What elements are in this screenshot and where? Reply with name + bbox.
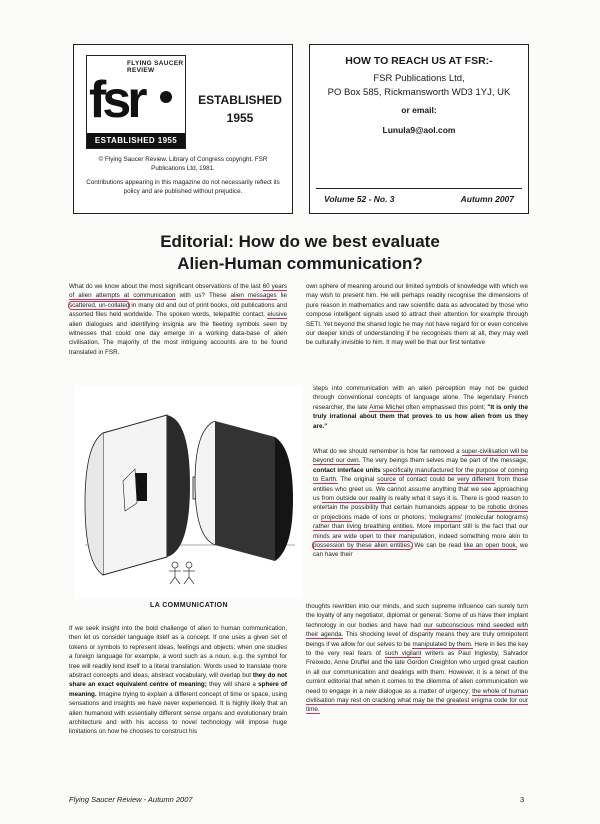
figure-caption: LA COMMUNICATION (150, 602, 228, 609)
established-label: ESTABLISHED (198, 93, 282, 107)
footer-publication: Flying Saucer Review - Autumn 2007 (69, 795, 193, 804)
email-address: Lunula9@aol.com (382, 125, 456, 135)
column-2-top (306, 282, 528, 348)
paragraph-manipulation: thoughts rewritten into our minds, and such supreme influence can surely turn the loyalty of any negotiator, diplomat or general. Some of us have their implant technology in our bodies and have had our subconscious mind seeded with their agenda. This shocking level of disparity means they are truly omnipotent beings if we allow for our selves to be manipulated by them. Here in lies the key to the very real fears of such vigilant writers as Paul Inglesby, Salvador Freixedo, Anne Druffel and the late Gordon Creighton who urged great caution in all our communication and dealings with them. However, it is a tenet of the current editorial that when it comes to the dilemma of alien communication we need to engage in a new dialogue as a matter of urgency; the whole of human civilisation may rest on cracking what may be the greatest enigma code for our time. (306, 603, 529, 714)
contact-box (309, 44, 529, 214)
paragraph-super-civilisation: What do we should remember is how far removed a super-civilisation will be beyond our own. The very beings them selves may be part of the message, contact interface units specifically manufactured for the purpose of coming to Earth. The original source of contact could be very different from those entities who greet us. We cannot assume anything that we see approaching us from outside our reality is really what it says it is. There is good reason to entertain the possibility that certain humanoids appear to be robotic drones or projections made of ions or photons; 'molegrams' (molecular holograms) rather than living breathing entities. More important still is the fact that our minds are wide open to their manipulation, indeed something more akin to possession by these alien entities. We can be read like an open book, we can have their (313, 448, 529, 559)
established-year: 1955 (226, 111, 254, 125)
illustration-drawing (75, 385, 303, 599)
masthead-box (73, 44, 293, 214)
fsr-logo (86, 55, 186, 149)
column-1-body (69, 624, 287, 737)
page-number: 3 (520, 795, 525, 804)
logo-dot-icon (160, 91, 172, 103)
paragraph-aime-michel: steps into communication with an alien perception may not be guided through conventional concepts of language alone. The legendary French researcher, the late Aime Michel often emphasised this point; "It is only the truly irrational about them that proves to us how alien from us they are." (313, 385, 528, 430)
copyright-notice: © Flying Saucer Review. Library of Congress copyright. FSR Publications Ltd, 1981. (98, 156, 268, 172)
la-communication-illustration (75, 385, 303, 617)
paragraph-intro: What do we know about the most significant observations of the last 60 years of alien attempts at communication with us? These alien messages lie scattered, un-collated in many old and out of print books, old publications and assorted files held worldwide. The spoken words, telepathic contact, elusive alien dialogues and identifying insignia are the fleeting symbols seen by witnesses that could one day emerge in a working data-base of alien civilisation. The majority of the most intriguing accounts are to be found translated in FSR. (69, 283, 288, 356)
paragraph-language: If we seek insight into the bold challenge of alien to human communication, then let us consider language itself as a concept. If one uses a given set of tokens or symbols to represent ideas, feelings and objects: when one studies a foreign language for example, a word such as a noun, e.g. the symbol for tree will readily lend itself to a literal translation. Words used to translate more abstract concepts and ideas, abstract vocabulary, will overlap but they do not share an exact equivalent centre of meaning; they will share a sphere of meaning. Imagine trying to explain a different concept of time or space, using sensations and insights we have never experienced. It is highly likely that an alien humanoid with essentially different sense organs and evolutionary brain architecture and with his access to novel technology will impose huge limitations on how he chooses to construct his (69, 625, 288, 736)
article-title-line-1: Editorial: How do we best evaluate (160, 232, 440, 251)
article-title-line-2: Alien-Human communication? (177, 254, 423, 273)
column-2-bottom (306, 602, 528, 715)
logo-top-text: FLYING SAUCER REVIEW (127, 60, 184, 74)
logo-letters: fsr (89, 71, 144, 129)
issue-bar (316, 188, 522, 211)
issue-season: Autumn 2007 (460, 194, 514, 204)
volume-number: Volume 52 - No. 3 (324, 194, 395, 204)
or-email-label: or email: (401, 105, 437, 115)
publisher-name: FSR Publications Ltd, (373, 73, 465, 84)
contact-heading: HOW TO REACH US AT FSR:- (345, 55, 493, 67)
logo-established-bar: ESTABLISHED 1955 (87, 133, 185, 148)
paragraph-sphere: own sphere of meaning around our limited symbols of knowledge with which we may wish to present him. He will perhaps readily recognise the dimensions of pure reason in mathematics and raw scientific data as advocated by those who compose intelligent signals used to attract their attention for example through SETI. Yet beyond the shared logic he may not have regard for or even conceive our deeper kinds of understanding if he recognises them at all, they may well be culturally invisible to him. It may well be that our first tentative (306, 283, 528, 347)
column-2-quote (313, 384, 528, 431)
postal-address: PO Box 585, Rickmansworth WD3 1YJ, UK (327, 87, 511, 98)
column-2-middle (313, 447, 528, 560)
disclaimer-notice: Contributions appearing in this magazine do not necessarily reflect its policy and are published without prejudice. (86, 179, 280, 195)
column-1-intro (69, 282, 287, 357)
